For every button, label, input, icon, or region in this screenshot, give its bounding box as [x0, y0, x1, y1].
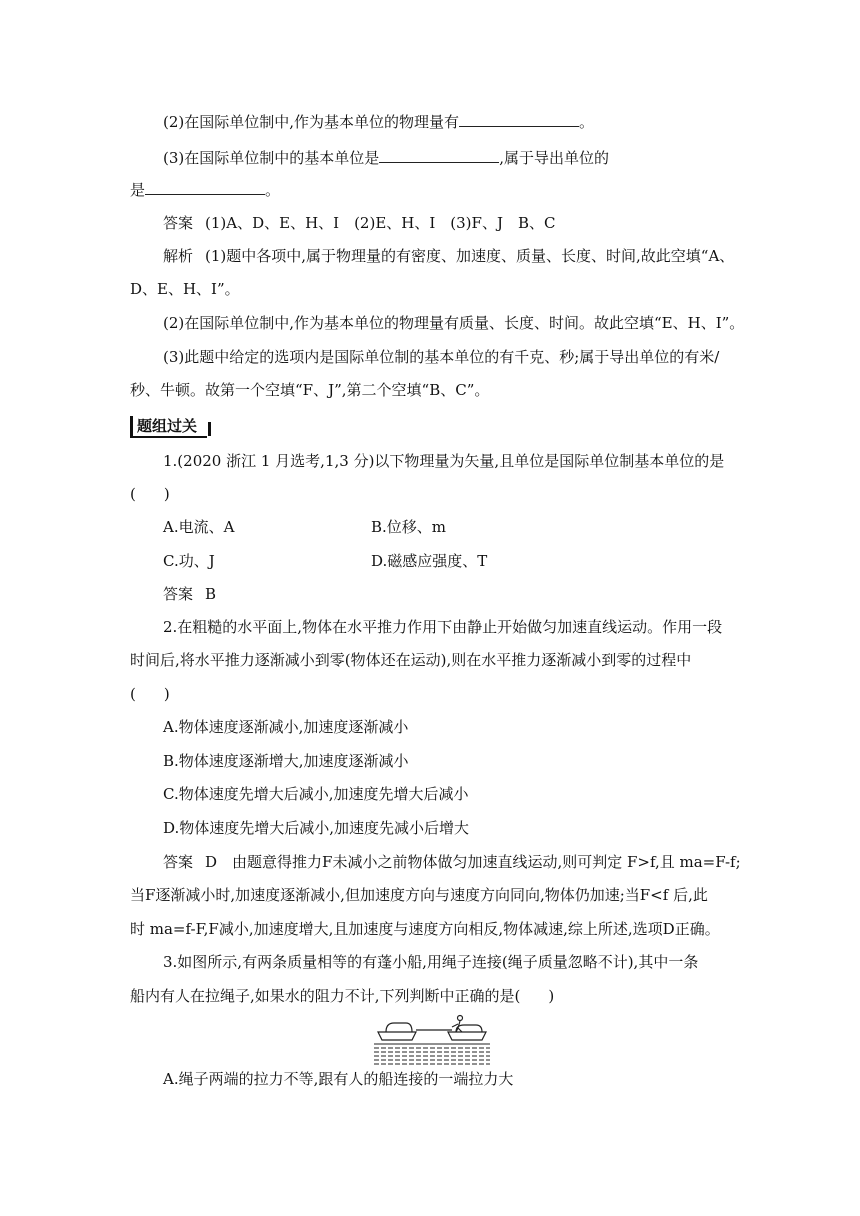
left-boat-hull — [378, 1032, 416, 1040]
explanation-line: (3)此题中给定的选项内是国际单位制的基本单位的有千克、秒;属于导出单位的有米/ — [163, 348, 720, 366]
answer-line — [163, 584, 216, 604]
answer-label: 答案 — [163, 853, 194, 871]
answer-text: B — [205, 585, 217, 603]
answer-label: 答案 — [163, 585, 194, 603]
question-2: 时间后,将水平推力逐渐减小到零(物体还在运动),则在水平推力逐渐减小到零的过程中 — [130, 651, 692, 669]
question-text: (3)在国际单位制中的基本单位是 — [163, 149, 380, 167]
answer-text: D 由题意得推力F未减小之前物体做匀加速直线运动,则可判定 F>f,且 ma=F-f; — [205, 853, 741, 871]
explanation-line: (2)在国际单位制中,作为基本单位的物理量有质量、长度、时间。故此空填“E、H、I”。 — [163, 314, 745, 332]
right-boat-canopy — [456, 1025, 482, 1032]
water-lines — [374, 1044, 490, 1064]
option-a: A.绳子两端的拉力不等,跟有人的船连接的一端拉力大 — [163, 1070, 514, 1088]
question-part-3-cont: 是 。 — [130, 181, 281, 199]
question-3: 船内有人在拉绳子,如果水的阻力不计,下列判断中正确的是( ) — [130, 987, 555, 1005]
left-boat-canopy — [386, 1023, 412, 1032]
person-body — [452, 1021, 462, 1032]
option-a: A.电流、A — [163, 518, 235, 536]
option-d: D.磁感应强度、T — [371, 552, 488, 570]
person-head — [458, 1016, 463, 1021]
question-2: 2.在粗糙的水平面上,物体在水平推力作用下由静止开始做匀加速直线运动。作用一段 — [163, 618, 723, 636]
answer-line: 时 ma=f-F,F减小,加速度增大,且加速度与速度方向相反,物体减速,综上所述,选项D正确。 — [130, 920, 720, 938]
question-part-2: (2)在国际单位制中,作为基本单位的物理量有 。 — [163, 113, 595, 131]
option-c: C.功、J — [163, 552, 215, 570]
answer-line — [163, 852, 741, 872]
question-3: 3.如图所示,有两条质量相等的有蓬小船,用绳子连接(绳子质量忽略不计),其中一条 — [163, 953, 699, 971]
answer-blank[interactable] — [459, 112, 579, 127]
question-1: 1.(2020 浙江 1 月选考,1,3 分)以下物理量为矢量,且单位是国际单位制基本单位的是 — [163, 452, 725, 470]
answer-line: 当F逐渐减小时,加速度逐渐减小,但加速度方向与速度方向同向,物体仍加速;当F<f 后,此 — [130, 886, 708, 904]
option-b: B.位移、m — [371, 518, 447, 536]
answer-blank[interactable] — [379, 148, 499, 163]
question-2-paren: ( ) — [130, 685, 170, 703]
answer-blank[interactable] — [145, 180, 265, 195]
explanation-line: 秒、牛顿。故第一个空填“F、J”,第二个空填“B、C”。 — [130, 381, 490, 399]
right-boat-hull — [448, 1032, 486, 1040]
section-title: 题组过关 — [130, 416, 207, 438]
question-text: (2)在国际单位制中,作为基本单位的物理量有 — [163, 113, 460, 131]
question-1-paren: ( ) — [130, 485, 170, 503]
answer-line — [163, 213, 555, 233]
option-a: A.物体速度逐渐减小,加速度逐渐减小 — [163, 718, 409, 736]
explanation-label: 解析 — [163, 247, 194, 265]
option-d: D.物体速度先增大后减小,加速度先减小后增大 — [163, 819, 470, 837]
option-b: B.物体速度逐渐增大,加速度逐渐减小 — [163, 752, 409, 770]
question-part-3: (3)在国际单位制中的基本单位是 ,属于导出单位的 — [163, 149, 610, 167]
answer-text: (1)A、D、E、H、I (2)E、H、I (3)F、J B、C — [205, 214, 556, 232]
boats-figure — [372, 1010, 492, 1066]
explanation-line: 解析 (1)题中各项中,属于物理量的有密度、加速度、质量、长度、时间,故此空填“A、 — [163, 247, 735, 265]
option-c: C.物体速度先增大后减小,加速度先增大后减小 — [163, 785, 469, 803]
answer-label: 答案 — [163, 214, 194, 232]
explanation-line: D、E、H、I”。 — [130, 280, 240, 298]
